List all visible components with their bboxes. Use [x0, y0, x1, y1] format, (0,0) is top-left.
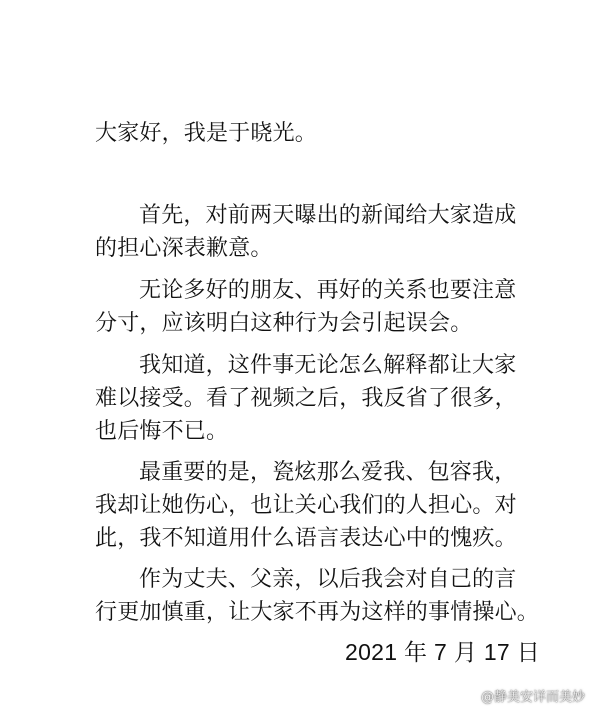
paragraph-line: 也后悔不已。	[95, 419, 229, 444]
watermark	[464, 690, 585, 706]
paragraph-line: 难以接受。看了视频之后，我反省了很多，	[95, 386, 517, 411]
paragraph-line: 分寸，应该明白这种行为会引起误会。	[95, 311, 473, 336]
letter-date: 2021 年 7 月 17 日	[345, 639, 540, 665]
watermark-text: @静美安详而美妙	[481, 690, 586, 705]
paragraph-line: 无论多好的朋友、再好的关系也要注意	[139, 278, 517, 303]
paragraph-line: 行更加慎重，让大家不再为这样的事情操心。	[95, 600, 540, 625]
weibo-logo-icon	[464, 691, 478, 705]
paragraph-line: 的担心深表歉意。	[95, 236, 273, 261]
paragraph-line: 此，我不知道用什么语言表达心中的愧疚。	[95, 526, 517, 551]
paragraph-line: 首先，对前两天曝出的新闻给大家造成	[139, 203, 517, 228]
paragraph-line: 我知道，这件事无论怎么解释都让大家	[139, 353, 517, 378]
paragraph-line: 最重要的是，瓷炫那么爱我、包容我，	[139, 460, 517, 485]
paragraph-line: 作为丈夫、父亲，以后我会对自己的言	[139, 567, 517, 592]
paragraph-line: 我却让她伤心，也让关心我们的人担心。对	[95, 493, 517, 518]
letter-greeting: 大家好，我是于晓光。	[95, 121, 318, 146]
